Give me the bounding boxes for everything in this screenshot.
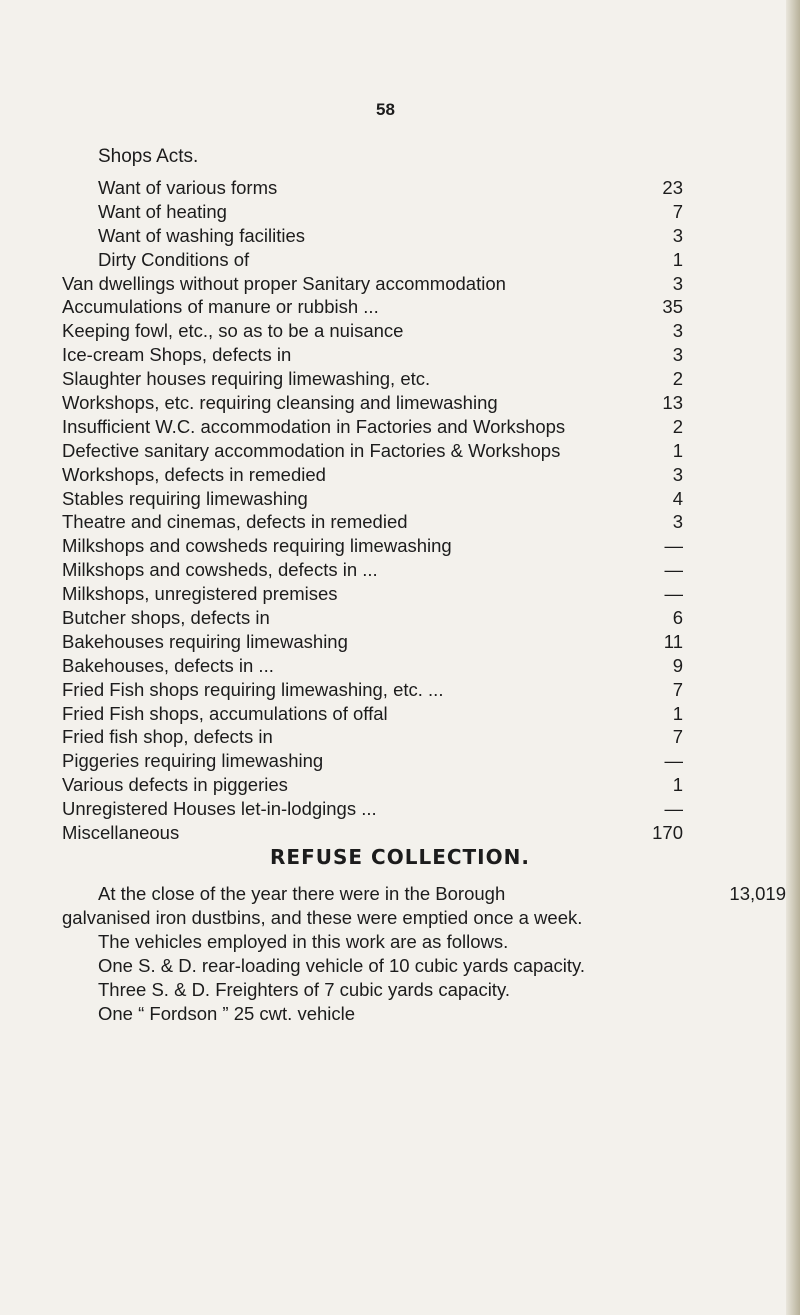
list-item <box>0 654 800 678</box>
item-value: 11 <box>663 630 683 652</box>
list-item <box>0 319 800 343</box>
paragraph-line-4: One S. & D. rear-loading vehicle of 10 cubic yards capacity. <box>98 955 586 976</box>
item-label: Fried Fish shops, accumulations of offal <box>62 702 388 724</box>
list-item <box>0 702 800 726</box>
item-label: Unregistered Houses let-in-lodgings ... <box>62 798 377 820</box>
list-item <box>0 534 800 558</box>
list-item <box>0 582 800 606</box>
paragraph-line-1: At the close of the year there were in the Borough <box>98 883 506 904</box>
item-label: Van dwellings without proper Sanitary accommodation <box>62 272 506 294</box>
refuse-collection-heading: REFUSE COLLECTION. <box>270 845 530 869</box>
item-value: 9 <box>672 654 683 676</box>
list-item <box>0 176 800 200</box>
item-label: Stables requiring limewashing <box>62 487 308 509</box>
list-item <box>0 343 800 367</box>
list-item <box>0 415 800 439</box>
list-item <box>0 678 800 702</box>
item-value: 3 <box>672 320 683 342</box>
item-value: 170 <box>652 822 683 844</box>
dustbin-count: 13,019 <box>729 883 786 904</box>
item-value: 1 <box>672 248 683 270</box>
list-item <box>0 725 800 749</box>
item-value: 7 <box>672 678 683 700</box>
list-item <box>0 272 800 296</box>
page-number: 58 <box>376 100 395 119</box>
item-value: — <box>664 535 683 557</box>
item-label: Various defects in piggeries <box>62 774 288 796</box>
item-label: Ice-cream Shops, defects in <box>62 344 292 366</box>
list-item <box>0 295 800 319</box>
list-item <box>0 630 800 654</box>
items-list <box>0 176 800 845</box>
item-label: Theatre and cinemas, defects in remedied <box>62 511 408 533</box>
item-label: Insufficient W.C. accommodation in Factories and Workshops <box>62 415 566 437</box>
list-item <box>0 439 800 463</box>
item-label: Miscellaneous <box>62 822 180 844</box>
item-value: 3 <box>672 224 683 246</box>
section-title: Shops Acts. <box>98 146 199 167</box>
item-label: Dirty Conditions of <box>98 248 250 270</box>
item-label: Bakehouses requiring limewashing <box>62 630 348 652</box>
item-label: Milkshops and cowsheds requiring limewashing <box>62 535 452 557</box>
item-value: — <box>664 583 683 605</box>
item-label: Piggeries requiring limewashing <box>62 750 324 772</box>
list-item <box>0 200 800 224</box>
item-value: — <box>664 798 683 820</box>
item-label: Workshops, etc. requiring cleansing and limewashing <box>62 392 498 414</box>
list-item <box>0 510 800 534</box>
item-label: Want of heating <box>98 200 227 222</box>
item-value: 1 <box>672 702 683 724</box>
item-value: 35 <box>662 296 683 318</box>
item-value: 23 <box>662 177 683 198</box>
paragraph-line-3: The vehicles employed in this work are as follows. <box>98 931 509 952</box>
item-label: Want of various forms <box>98 177 278 198</box>
item-value: 1 <box>672 439 683 461</box>
item-value: — <box>664 559 683 581</box>
item-label: Want of washing facilities <box>98 224 306 246</box>
list-item <box>0 749 800 773</box>
list-item <box>0 773 800 797</box>
item-label: Workshops, defects in remedied <box>62 463 326 485</box>
list-item <box>0 797 800 821</box>
item-label: Accumulations of manure or rubbish ... <box>62 296 379 318</box>
item-value: 2 <box>672 415 683 437</box>
item-label: Defective sanitary accommodation in Factories & Workshops <box>62 439 561 461</box>
list-item <box>0 463 800 487</box>
list-item <box>0 558 800 582</box>
paragraph-line-5: Three S. & D. Freighters of 7 cubic yards capacity. <box>98 979 510 1000</box>
list-item <box>0 248 800 272</box>
item-label: Bakehouses, defects in ... <box>62 654 274 676</box>
item-value: 7 <box>672 726 683 748</box>
item-label: Fried Fish shops requiring limewashing, etc. ... <box>62 678 444 700</box>
list-item <box>0 821 800 845</box>
item-value: 13 <box>662 392 683 414</box>
item-value: 3 <box>672 344 683 366</box>
item-label: Milkshops, unregistered premises <box>62 583 338 605</box>
item-value: 2 <box>672 368 683 390</box>
paragraph-line-6: One “ Fordson ” 25 cwt. vehicle <box>98 1003 356 1024</box>
item-label: Slaughter houses requiring limewashing, etc. <box>62 368 431 390</box>
item-value: 7 <box>672 200 683 222</box>
item-label: Milkshops and cowsheds, defects in ... <box>62 559 378 581</box>
list-item <box>0 367 800 391</box>
item-value: 1 <box>672 774 683 796</box>
item-label: Butcher shops, defects in <box>62 607 270 629</box>
list-item <box>0 391 800 415</box>
list-item <box>0 606 800 630</box>
list-item <box>0 487 800 511</box>
paragraph-line-2: galvanised iron dustbins, and these were emptied once a week. <box>62 907 583 928</box>
item-value: 3 <box>672 463 683 485</box>
item-label: Keeping fowl, etc., so as to be a nuisance <box>62 320 404 342</box>
item-value: 3 <box>672 511 683 533</box>
item-value: 6 <box>672 607 683 629</box>
item-value: — <box>664 750 683 772</box>
item-label: Fried fish shop, defects in <box>62 726 273 748</box>
item-value: 3 <box>672 272 683 294</box>
item-value: 4 <box>672 487 683 509</box>
list-item <box>0 224 800 248</box>
